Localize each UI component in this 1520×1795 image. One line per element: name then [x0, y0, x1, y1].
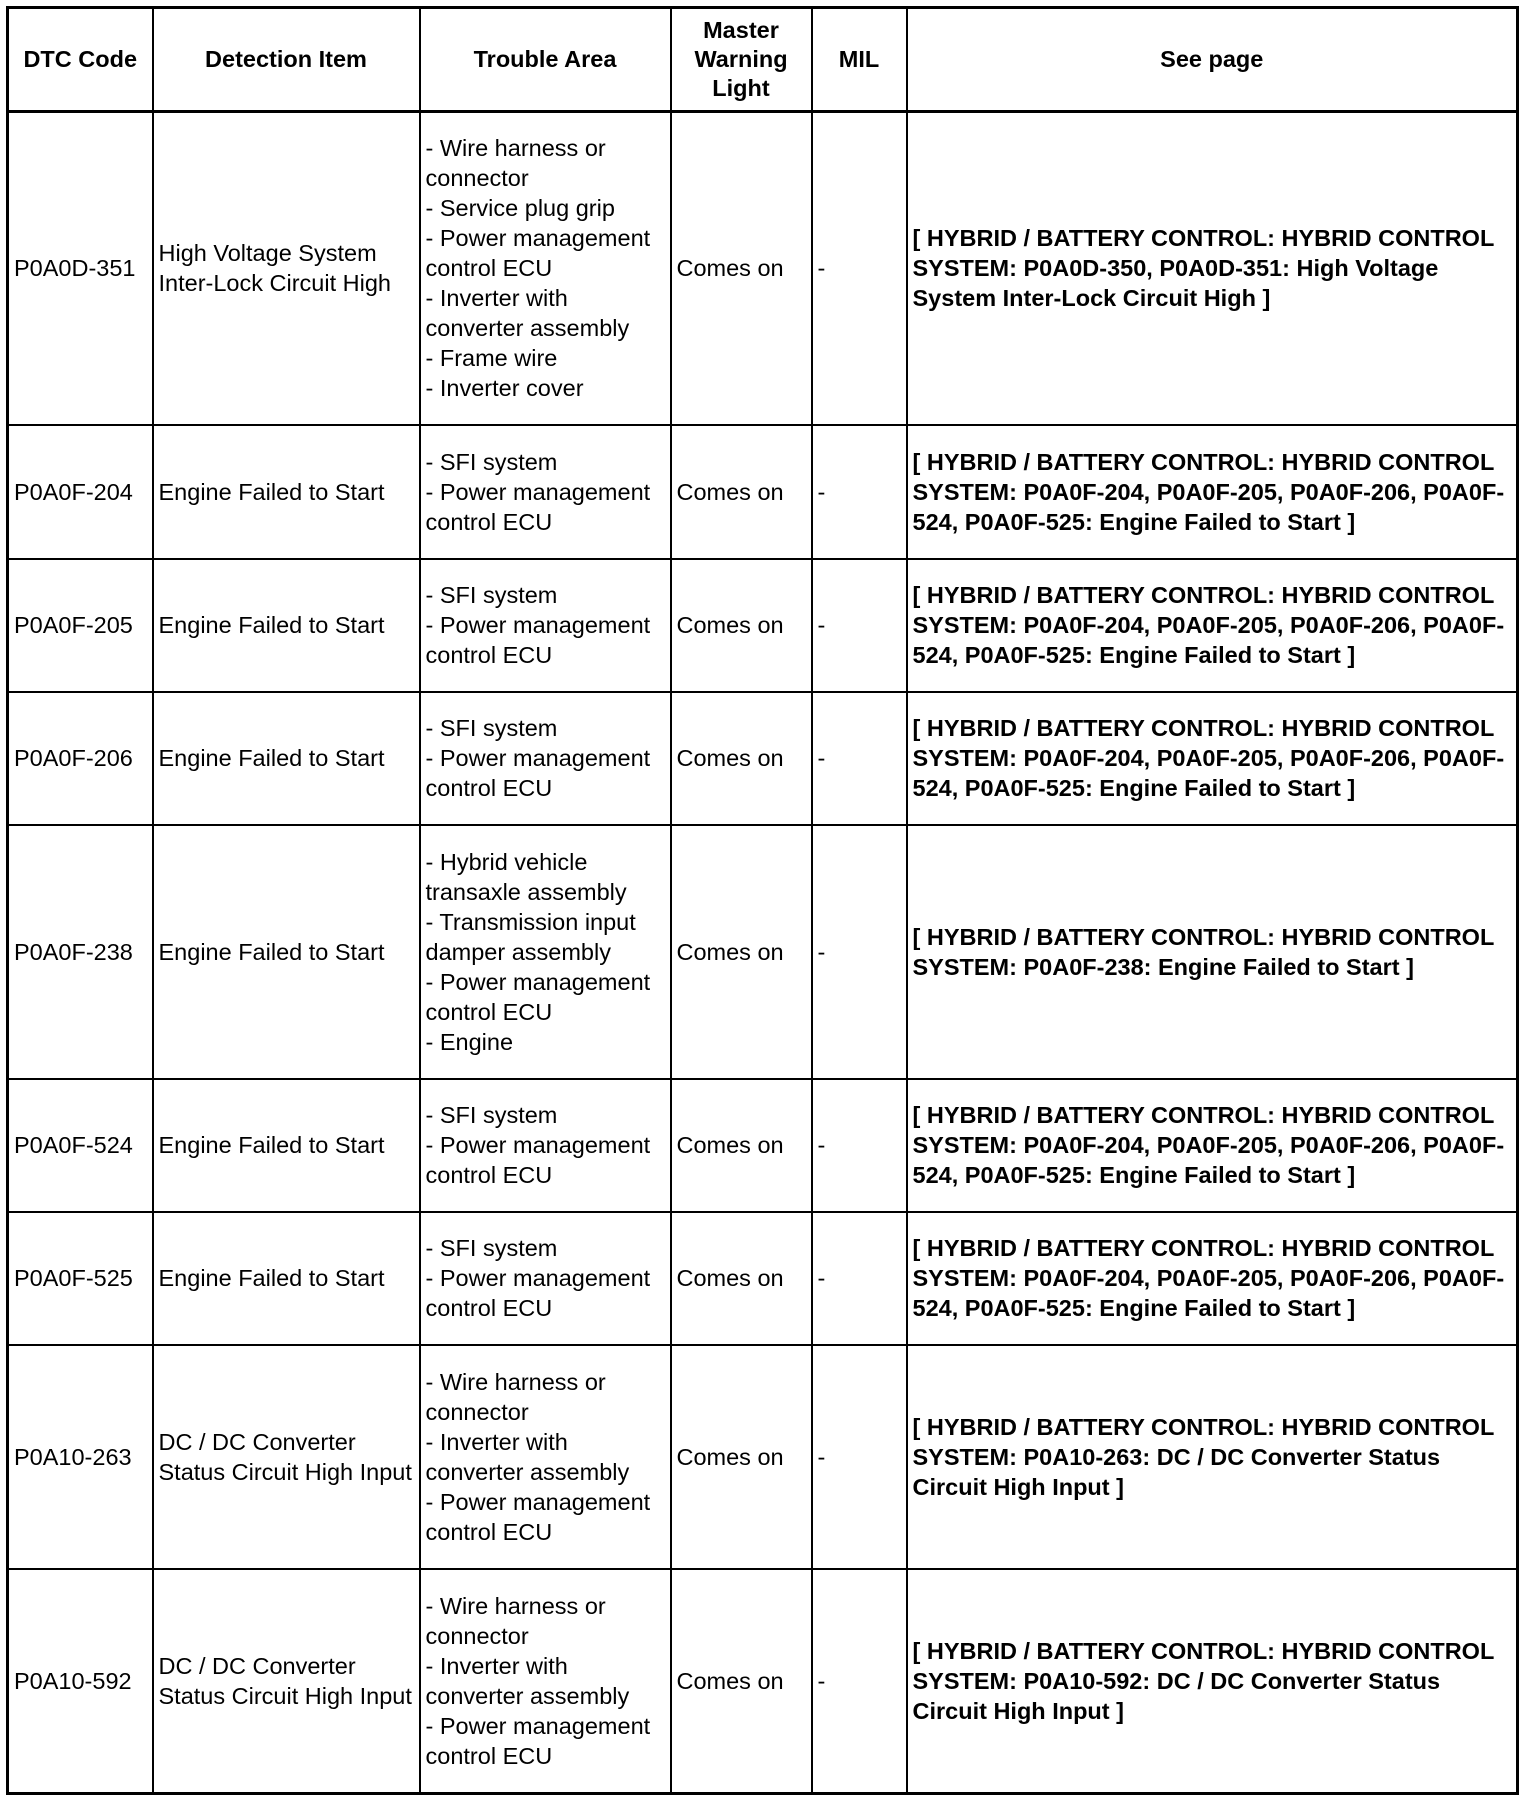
- see-page-reference: [ HYBRID / BATTERY CONTROL: HYBRID CONTROL SYSTEM: P0A0D-350, P0A0D-351: High Voltage System Inter-Lock Circuit High ]: [912, 225, 1494, 312]
- trouble-area-item: - Power management control ECU: [425, 1712, 651, 1769]
- dtc-code-cell: P0A0F-205: [8, 559, 153, 692]
- header-see-page: See page: [907, 8, 1518, 112]
- master-warning-light-cell: Comes on: [671, 1569, 812, 1794]
- see-page-cell: [907, 1569, 1518, 1794]
- master-warning-light-cell: Comes on: [671, 1345, 812, 1569]
- trouble-area-item: - Service plug grip: [425, 195, 615, 222]
- trouble-area-item: - Power management control ECU: [425, 478, 651, 535]
- trouble-area-cell: [420, 559, 671, 692]
- master-warning-light-cell: Comes on: [671, 425, 812, 559]
- see-page-reference: [ HYBRID / BATTERY CONTROL: HYBRID CONTROL SYSTEM: P0A0F-204, P0A0F-205, P0A0F-206, P0A0F-524, P0A0F-525: Engine Failed to Start ]: [912, 715, 1505, 801]
- see-page-cell: [907, 1079, 1518, 1212]
- trouble-area-item: - Inverter with converter assembly: [425, 1428, 630, 1485]
- master-warning-light-cell: Comes on: [671, 825, 812, 1079]
- see-page-reference: [ HYBRID / BATTERY CONTROL: HYBRID CONTROL SYSTEM: P0A0F-204, P0A0F-205, P0A0F-206, P0A0F-524, P0A0F-525: Engine Failed to Start ]: [912, 448, 1505, 535]
- master-warning-light-cell: Comes on: [671, 1212, 812, 1345]
- trouble-area-item: - SFI system: [425, 448, 558, 475]
- see-page-cell: [907, 825, 1518, 1079]
- trouble-area-cell: [420, 1569, 671, 1794]
- trouble-area-item: - Power management control ECU: [425, 1265, 651, 1321]
- see-page-cell: [907, 692, 1518, 825]
- dtc-table-page: [6, 6, 1516, 1780]
- table-row: [8, 425, 1518, 559]
- trouble-area-cell: [420, 112, 671, 425]
- table-row: [8, 559, 1518, 692]
- trouble-area-item: - Power management control ECU: [425, 1488, 651, 1545]
- trouble-area-item: - SFI system: [425, 582, 558, 608]
- dtc-code-cell: P0A0F-525: [8, 1212, 153, 1345]
- trouble-area-item: - Inverter with converter assembly: [425, 285, 630, 342]
- dtc-code-cell: P0A0F-204: [8, 425, 153, 559]
- see-page-reference: [ HYBRID / BATTERY CONTROL: HYBRID CONTROL SYSTEM: P0A10-592: DC / DC Converter Status Circuit High Input ]: [912, 1637, 1494, 1724]
- header-dtc-code: DTC Code: [8, 8, 153, 112]
- header-detection-item: Detection Item: [153, 8, 420, 112]
- dtc-code-cell: P0A10-592: [8, 1569, 153, 1794]
- master-warning-light-cell: Comes on: [671, 559, 812, 692]
- dtc-code-cell: P0A0D-351: [8, 112, 153, 425]
- see-page-cell: [907, 1345, 1518, 1569]
- trouble-area-item: - Power management control ECU: [425, 1132, 651, 1188]
- trouble-area-item: - Engine: [425, 1028, 514, 1055]
- master-warning-light-cell: Comes on: [671, 1079, 812, 1212]
- trouble-area-item: - Frame wire: [425, 345, 558, 372]
- mil-cell: -: [812, 692, 907, 825]
- trouble-area-item: - Wire harness or connector: [425, 135, 606, 192]
- table-row: [8, 112, 1518, 425]
- see-page-reference: [ HYBRID / BATTERY CONTROL: HYBRID CONTROL SYSTEM: P0A0F-204, P0A0F-205, P0A0F-206, P0A0F-524, P0A0F-525: Engine Failed to Start ]: [912, 582, 1505, 668]
- table-row: [8, 1079, 1518, 1212]
- trouble-area-cell: [420, 1079, 671, 1212]
- see-page-reference: [ HYBRID / BATTERY CONTROL: HYBRID CONTROL SYSTEM: P0A0F-204, P0A0F-205, P0A0F-206, P0A0F-524, P0A0F-525: Engine Failed to Start ]: [912, 1102, 1505, 1188]
- trouble-area-cell: [420, 1212, 671, 1345]
- dtc-code-cell: P0A0F-206: [8, 692, 153, 825]
- master-warning-light-cell: Comes on: [671, 692, 812, 825]
- see-page-cell: [907, 559, 1518, 692]
- trouble-area-cell: [420, 825, 671, 1079]
- trouble-area-item: - Inverter cover: [425, 375, 584, 402]
- master-warning-light-cell: Comes on: [671, 112, 812, 425]
- detection-item-cell: Engine Failed to Start: [153, 425, 420, 559]
- trouble-area-item: - Power management control ECU: [425, 612, 651, 668]
- mil-cell: -: [812, 1079, 907, 1212]
- trouble-area-item: - SFI system: [425, 1102, 558, 1128]
- mil-cell: -: [812, 425, 907, 559]
- table-row: [8, 1569, 1518, 1794]
- table-row: [8, 825, 1518, 1079]
- dtc-code-cell: P0A0F-524: [8, 1079, 153, 1212]
- table-row: [8, 692, 1518, 825]
- dtc-code-cell: P0A10-263: [8, 1345, 153, 1569]
- detection-item-cell: DC / DC Converter Status Circuit High Input: [153, 1569, 420, 1794]
- trouble-area-item: - Power management control ECU: [425, 968, 651, 1025]
- dtc-table: [6, 6, 1519, 1795]
- detection-item-cell: Engine Failed to Start: [153, 1079, 420, 1212]
- table-header-row: [8, 8, 1518, 112]
- trouble-area-cell: [420, 1345, 671, 1569]
- see-page-cell: [907, 1212, 1518, 1345]
- detection-item-cell: DC / DC Converter Status Circuit High Input: [153, 1345, 420, 1569]
- mil-cell: -: [812, 1212, 907, 1345]
- detection-item-cell: High Voltage System Inter-Lock Circuit High: [153, 112, 420, 425]
- detection-item-cell: Engine Failed to Start: [153, 559, 420, 692]
- mil-cell: -: [812, 559, 907, 692]
- trouble-area-cell: [420, 692, 671, 825]
- table-row: [8, 1345, 1518, 1569]
- header-trouble-area: Trouble Area: [420, 8, 671, 112]
- see-page-reference: [ HYBRID / BATTERY CONTROL: HYBRID CONTROL SYSTEM: P0A0F-204, P0A0F-205, P0A0F-206, P0A0F-524, P0A0F-525: Engine Failed to Start ]: [912, 1235, 1505, 1321]
- trouble-area-item: - SFI system: [425, 1235, 558, 1261]
- see-page-cell: [907, 112, 1518, 425]
- trouble-area-item: - SFI system: [425, 715, 558, 741]
- see-page-cell: [907, 425, 1518, 559]
- mil-cell: -: [812, 1345, 907, 1569]
- trouble-area-cell: [420, 425, 671, 559]
- detection-item-cell: Engine Failed to Start: [153, 825, 420, 1079]
- dtc-code-cell: P0A0F-238: [8, 825, 153, 1079]
- header-mil: MIL: [812, 8, 907, 112]
- table-body: [8, 112, 1518, 1794]
- see-page-reference: [ HYBRID / BATTERY CONTROL: HYBRID CONTROL SYSTEM: P0A0F-238: Engine Failed to Start ]: [912, 923, 1494, 980]
- mil-cell: -: [812, 112, 907, 425]
- trouble-area-item: - Power management control ECU: [425, 225, 651, 282]
- header-master-warning-light: Master Warning Light: [671, 8, 812, 112]
- mil-cell: -: [812, 825, 907, 1079]
- detection-item-cell: Engine Failed to Start: [153, 1212, 420, 1345]
- trouble-area-item: - Power management control ECU: [425, 745, 651, 801]
- trouble-area-item: - Wire harness or connector: [425, 1592, 606, 1649]
- trouble-area-item: - Inverter with converter assembly: [425, 1652, 630, 1709]
- detection-item-cell: Engine Failed to Start: [153, 692, 420, 825]
- trouble-area-item: - Hybrid vehicle transaxle assembly: [425, 848, 627, 905]
- see-page-reference: [ HYBRID / BATTERY CONTROL: HYBRID CONTROL SYSTEM: P0A10-263: DC / DC Converter Status Circuit High Input ]: [912, 1413, 1494, 1500]
- trouble-area-item: - Wire harness or connector: [425, 1368, 606, 1425]
- mil-cell: -: [812, 1569, 907, 1794]
- trouble-area-item: - Transmission input damper assembly: [425, 908, 636, 965]
- table-row: [8, 1212, 1518, 1345]
